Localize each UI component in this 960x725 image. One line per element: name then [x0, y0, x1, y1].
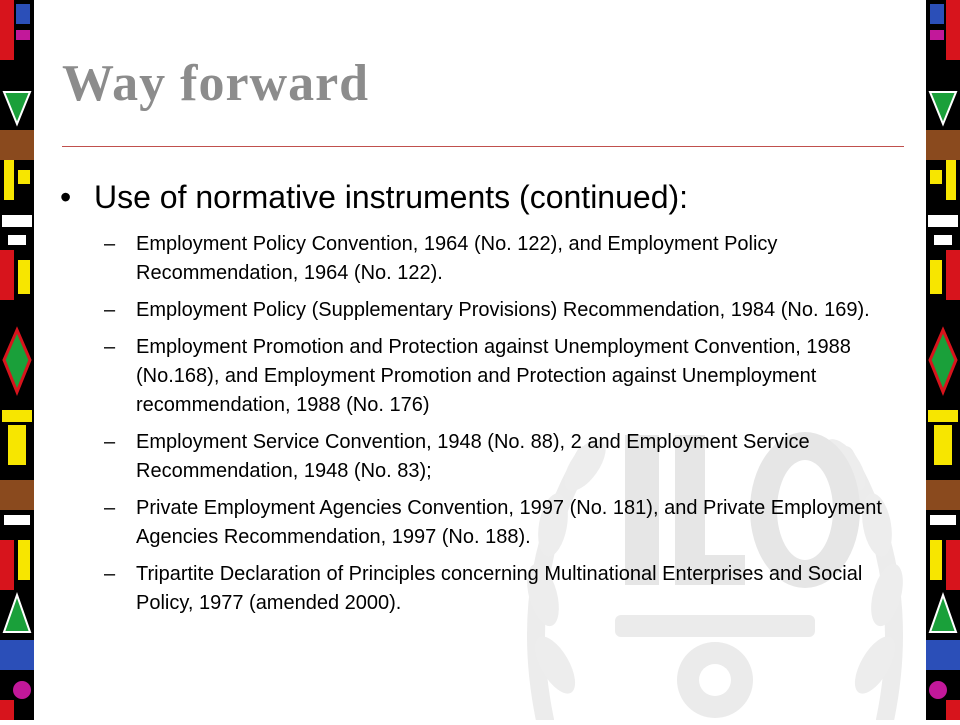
dash-glyph: – — [104, 497, 116, 519]
list-item — [60, 296, 910, 325]
slide-content — [60, 178, 910, 626]
list-item — [60, 230, 910, 288]
list-item — [60, 560, 910, 618]
dash-glyph: – — [104, 563, 116, 585]
right-decorative-border — [926, 0, 960, 720]
african-pattern-left — [0, 0, 34, 720]
list-item-text: Tripartite Declaration of Principles concerning Multinational Enterprises and Social Policy, 1977 (amended 2000). — [136, 563, 863, 614]
list-item — [60, 333, 910, 420]
main-bullet-text: Use of normative instruments (continued): — [94, 179, 689, 215]
list-item-text: Employment Promotion and Protection against Unemployment Convention, 1988 (No.168), and Employment Promotion and Protection against Unemployment recommendation, 1988 (No. 176) — [136, 336, 851, 416]
list-item — [60, 494, 910, 552]
sub-bullet-list — [60, 230, 910, 618]
list-item-text: Employment Service Convention, 1948 (No. 88), 2 and Employment Service Recommendation, 1948 (No. 83); — [136, 431, 810, 482]
dash-glyph: – — [104, 233, 116, 255]
slide-title: Way forward — [62, 55, 370, 112]
title-divider — [62, 146, 904, 147]
list-item-text: Employment Policy Convention, 1964 (No. 122), and Employment Policy Recommendation, 1964 (No. 122). — [136, 233, 778, 284]
dash-glyph: – — [104, 431, 116, 453]
list-item-text: Employment Policy (Supplementary Provisions) Recommendation, 1984 (No. 169). — [136, 299, 870, 321]
left-decorative-border — [0, 0, 34, 720]
main-bullet — [60, 178, 910, 216]
bullet-glyph: • — [60, 179, 72, 215]
african-pattern-right — [926, 0, 960, 720]
dash-glyph: – — [104, 336, 116, 358]
dash-glyph: – — [104, 299, 116, 321]
list-item — [60, 428, 910, 486]
list-item-text: Private Employment Agencies Convention, 1997 (No. 181), and Private Employment Agencies Recommendation, 1997 (No. 188). — [136, 497, 882, 548]
